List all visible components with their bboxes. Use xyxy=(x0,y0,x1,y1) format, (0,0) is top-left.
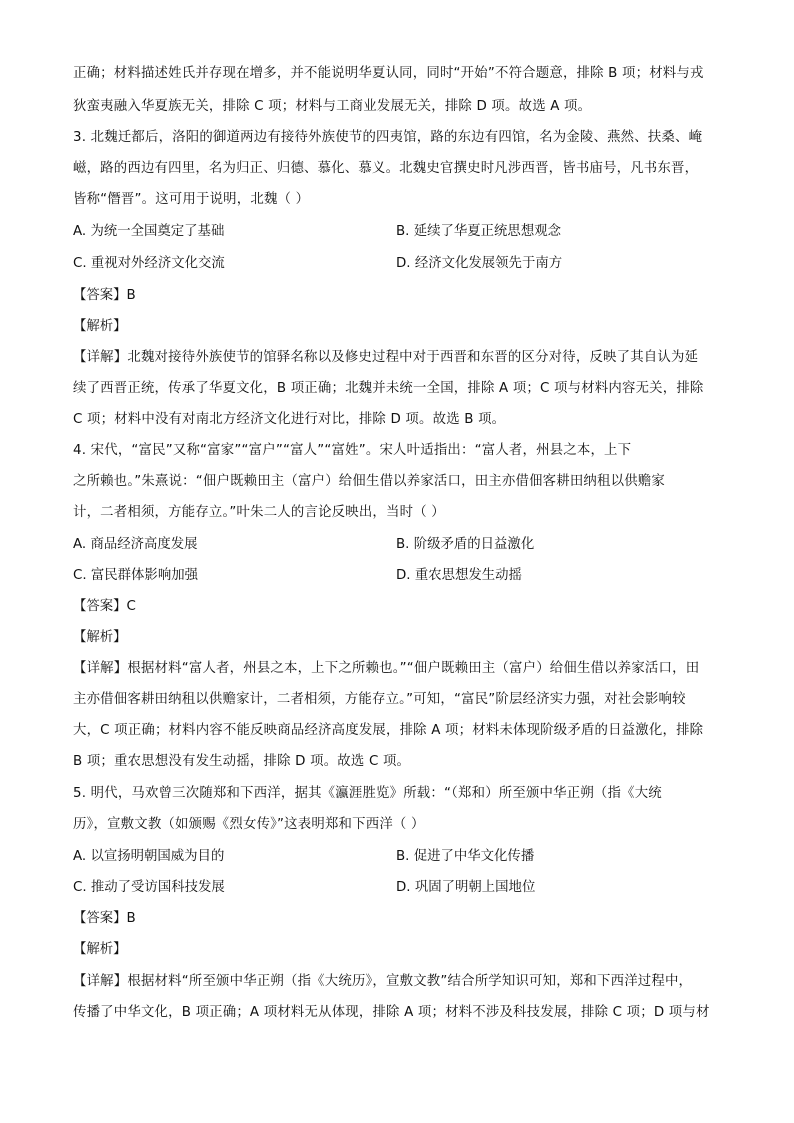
q5-detail-line-1: 【详解】根据材料“所至颁中华正朔（指《大统历》，宣敷文教”结合所学知识可知，郑和下西洋过程中， xyxy=(73,974,693,989)
q3-option-d: D. 经济文化发展领先于南方 xyxy=(396,256,563,271)
q3-option-a: A. 为统一全国奠定了基础 xyxy=(73,224,225,239)
q4-option-a: A. 商品经济高度发展 xyxy=(73,537,198,552)
q4-detail-line-2: 主亦借佃客耕田纳租以供赡家计，二者相须，方能存立。”可知，“富民”阶层经济实力强，对社会影响较 xyxy=(73,692,686,707)
q5-stem-line-1: 5. 明代，马欢曾三次随郑和下西洋，据其《瀛涯胜览》所载：“（郑和）所至颁中华正朔（指《大统 xyxy=(73,786,662,801)
q3-detail-line-3: C 项；材料中没有对南北方经济文化进行对比，排除 D 项。故选 B 项。 xyxy=(73,412,506,427)
q4-stem-line-1: 4. 宋代，“富民”又称“富家”“富户”“富人”“富姓”。宋人叶适指出：“富人者，州县之本，上下 xyxy=(73,443,632,458)
q3-answer: 【答案】B xyxy=(73,288,136,303)
q3-option-c: C. 重视对外经济文化交流 xyxy=(73,256,225,271)
q3-stem-line-3: 皆称“僭晋”。这可用于说明，北魏（ ） xyxy=(73,192,310,207)
q3-analysis-label: 【解析】 xyxy=(73,319,127,334)
q3-stem-line-2: 嵫，路的西边有四里，名为归正、归德、慕化、慕义。北魏史官撰史时凡涉西晋，皆书庙号，凡书东晋， xyxy=(73,161,699,176)
q4-answer: 【答案】C xyxy=(73,599,136,614)
q3-detail-line-2: 续了西晋正统，传承了华夏文化，B 项正确；北魏并未统一全国，排除 A 项；C 项与材料内容无关，排除 xyxy=(73,381,704,396)
q4-option-c: C. 富民群体影响加强 xyxy=(73,568,198,583)
q5-detail-line-2: 传播了中华文化，B 项正确；A 项材料无从体现，排除 A 项；材料不涉及科技发展，排除 C 项；D 项与材 xyxy=(73,1005,710,1020)
q3-option-b: B. 延续了华夏正统思想观念 xyxy=(396,224,561,239)
intro-line-1: 正确；材料描述姓氏并存现在增多，并不能说明华夏认同，同时“开始”不符合题意，排除 B 项；材料与戎 xyxy=(73,66,704,81)
q4-detail-line-1: 【详解】根据材料“富人者，州县之本，上下之所赖也。”“佃户既赖田主（富户）给佃生借以养家活口，田 xyxy=(73,661,700,676)
q5-stem-line-2: 历》，宣敷文教（如颁赐《烈女传》”这表明郑和下西洋（ ） xyxy=(73,817,425,832)
intro-line-2: 狄蛮夷融入华夏族无关，排除 C 项；材料与工商业发展无关，排除 D 项。故选 A 项。 xyxy=(73,99,592,114)
q4-option-d: D. 重农思想发生动摇 xyxy=(396,568,522,583)
q5-analysis-label: 【解析】 xyxy=(73,942,127,957)
q5-option-a: A. 以宣扬明朝国威为目的 xyxy=(73,849,225,864)
q4-stem-line-3: 计，二者相须，方能存立。”叶朱二人的言论反映出，当时（ ） xyxy=(73,505,445,520)
q4-detail-line-3: 大，C 项正确；材料内容不能反映商品经济高度发展，排除 A 项；材料未体现阶级矛盾的日益激化，排除 xyxy=(73,723,704,738)
q4-stem-line-2: 之所赖也。”朱熹说：“佃户既赖田主（富户）给佃生借以养家活口，田主亦借佃客耕田纳租以供赡家 xyxy=(73,474,665,489)
q4-option-b: B. 阶级矛盾的日益激化 xyxy=(396,537,535,552)
q4-analysis-label: 【解析】 xyxy=(73,630,127,645)
q3-stem-line-1: 3. 北魏迁都后，洛阳的御道两边有接待外族使节的四夷馆，路的东边有四馆，名为金陵、燕然、扶桑、崦 xyxy=(73,130,703,145)
q4-detail-line-4: B 项；重农思想没有发生动摇，排除 D 项。故选 C 项。 xyxy=(73,754,411,769)
q5-answer: 【答案】B xyxy=(73,911,136,926)
q5-option-c: C. 推动了受访国科技发展 xyxy=(73,880,225,895)
q5-option-b: B. 促进了中华文化传播 xyxy=(396,849,535,864)
q5-option-d: D. 巩固了明朝上国地位 xyxy=(396,880,536,895)
q3-detail-line-1: 【详解】北魏对接待外族使节的馆驿名称以及修史过程中对于西晋和东晋的区分对待，反映了其自认为延 xyxy=(73,350,699,365)
